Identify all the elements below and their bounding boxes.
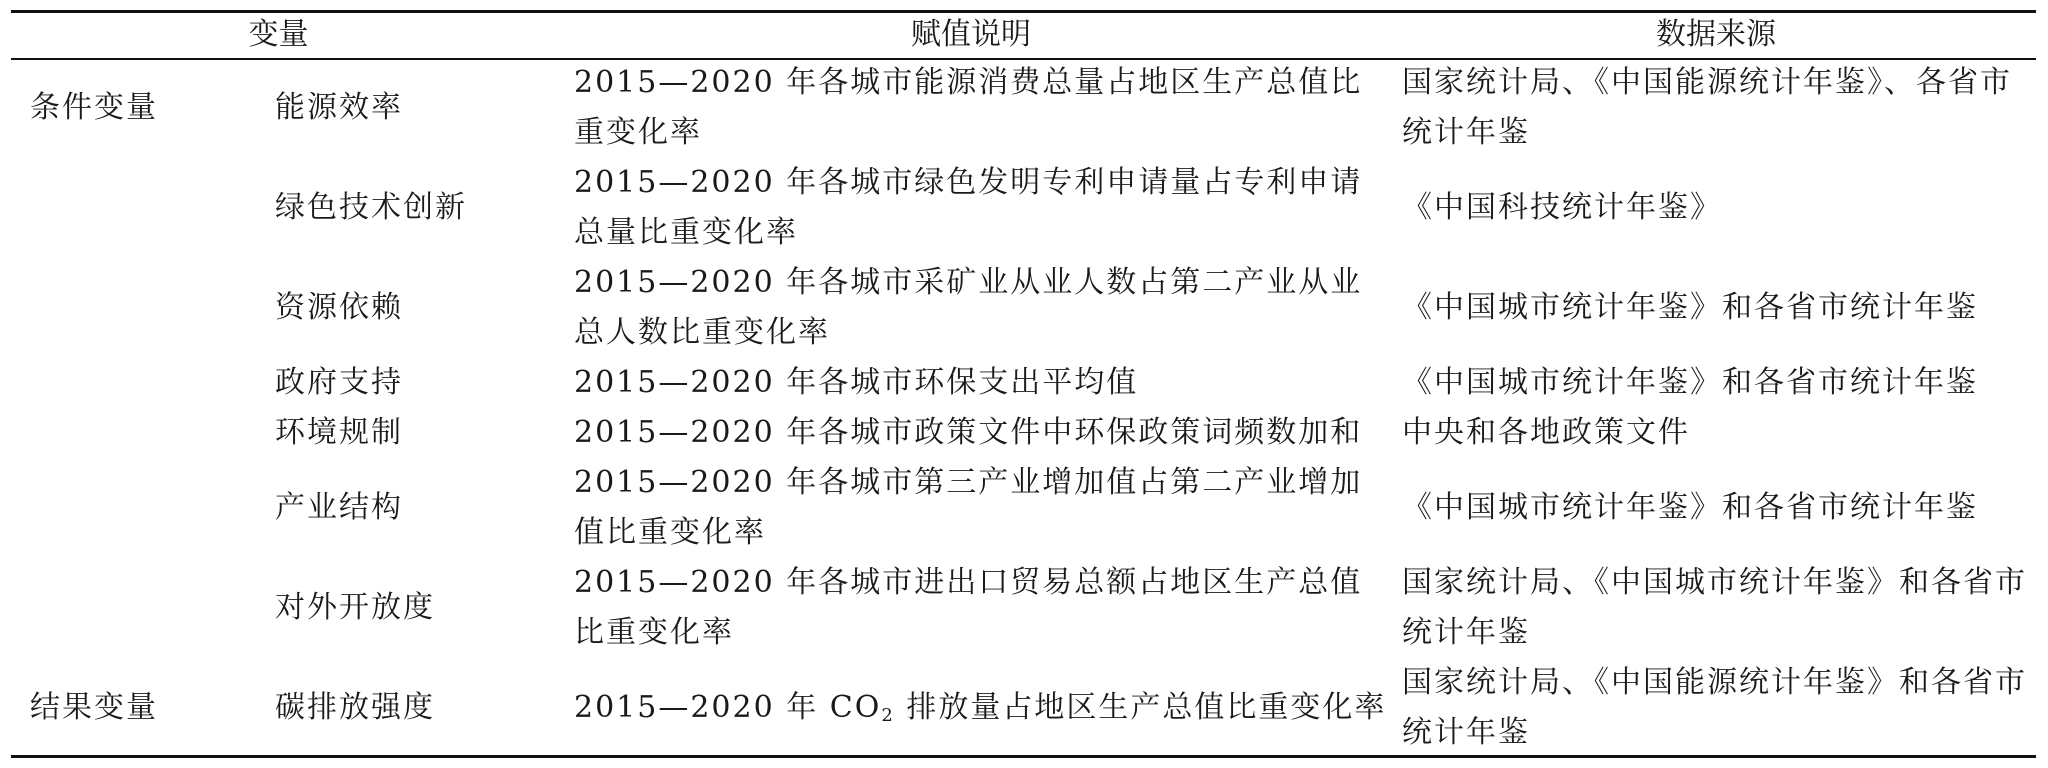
source-line: 中央和各地政策文件 — [1402, 415, 1690, 450]
header-source: 数据来源 — [1656, 17, 1776, 52]
assignment-line: 重变化率 — [574, 115, 702, 150]
assignment-text-post: 排放量占地区生产总值比重变化率 — [894, 690, 1387, 725]
bottom-rule — [11, 755, 2036, 758]
assignment-line: 总量比重变化率 — [574, 215, 798, 250]
variable-name: 对外开放度 — [275, 590, 435, 625]
source-line: 《中国科技统计年鉴》 — [1402, 190, 1722, 225]
source-line: 统计年鉴 — [1402, 615, 1530, 650]
source-line: 国家统计局、《中国城市统计年鉴》和各省市 — [1402, 565, 2027, 600]
assignment-line: 2015—2020 年各城市能源消费总量占地区生产总值比 — [574, 65, 1363, 100]
variable-name: 产业结构 — [275, 490, 403, 525]
assignment-line: 总人数比重变化率 — [574, 315, 830, 350]
variable-name: 环境规制 — [275, 415, 403, 450]
assignment-line: 2015—2020 年各城市采矿业从业人数占第二产业从业 — [574, 265, 1363, 300]
source-line: 国家统计局、《中国能源统计年鉴》和各省市 — [1402, 665, 2027, 700]
source-line: 国家统计局、《中国能源统计年鉴》、各省市 — [1402, 65, 2012, 100]
co2-subscript: 2 — [881, 705, 895, 726]
assignment-text-pre: 2015—2020 年 CO — [574, 690, 882, 725]
group-label-conditional: 条件变量 — [30, 90, 158, 125]
source-line: 《中国城市统计年鉴》和各省市统计年鉴 — [1402, 290, 1978, 325]
variable-name: 政府支持 — [275, 365, 403, 400]
variable-name: 资源依赖 — [275, 290, 403, 325]
assignment-line: 值比重变化率 — [574, 515, 766, 550]
source-line: 《中国城市统计年鉴》和各省市统计年鉴 — [1402, 490, 1978, 525]
source-line: 统计年鉴 — [1402, 715, 1530, 750]
header-variable: 变量 — [248, 17, 309, 52]
variable-name: 碳排放强度 — [275, 690, 435, 725]
assignment-line: 2015—2020 年各城市进出口贸易总额占地区生产总值 — [574, 565, 1363, 600]
source-line: 统计年鉴 — [1402, 115, 1530, 150]
variable-name: 能源效率 — [275, 90, 403, 125]
assignment-line — [574, 683, 1386, 733]
assignment-line: 2015—2020 年各城市绿色发明专利申请量占专利申请 — [574, 165, 1363, 200]
assignment-line: 比重变化率 — [574, 615, 734, 650]
assignment-line: 2015—2020 年各城市环保支出平均值 — [574, 365, 1139, 400]
assignment-line: 2015—2020 年各城市第三产业增加值占第二产业增加 — [574, 465, 1363, 500]
header-assignment: 赋值说明 — [911, 17, 1031, 52]
variable-name: 绿色技术创新 — [275, 190, 467, 225]
group-label-outcome: 结果变量 — [30, 690, 158, 725]
source-line: 《中国城市统计年鉴》和各省市统计年鉴 — [1402, 365, 1978, 400]
assignment-line: 2015—2020 年各城市政策文件中环保政策词频数加和 — [574, 415, 1363, 450]
